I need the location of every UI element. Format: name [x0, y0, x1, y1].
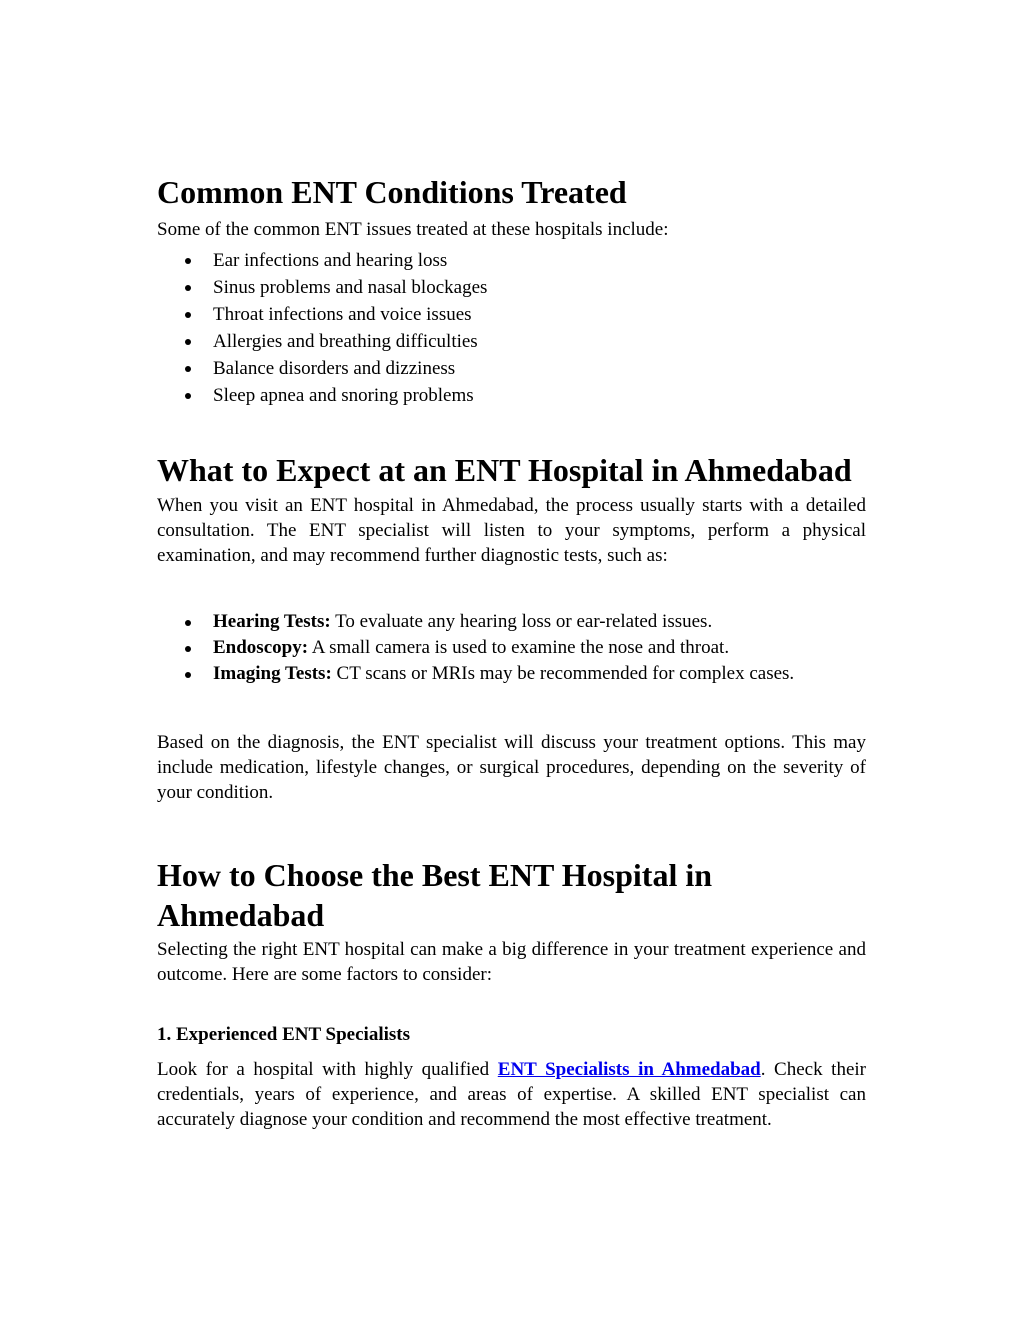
choose-intro: Selecting the right ENT hospital can make a big difference in your treatment experience and outcome. Here are some factors to consider:	[157, 939, 866, 985]
list-item: Ear infections and hearing loss	[157, 247, 866, 274]
bullet-icon	[185, 312, 191, 318]
ent-specialists-link[interactable]: ENT Specialists in Ahmedabad	[497, 1059, 761, 1080]
section-title-expect: What to Expect at an ENT Hospital in Ahmedabad	[157, 452, 852, 488]
bullet-icon	[185, 285, 191, 291]
list-item: Imaging Tests: CT scans or MRIs may be recommended for complex cases.	[157, 661, 866, 687]
bullet-icon	[185, 366, 191, 372]
bullet-icon	[185, 620, 191, 626]
tests-list	[157, 609, 866, 687]
document-page	[157, 172, 866, 1132]
list-item: Endoscopy: A small camera is used to examine the nose and throat.	[157, 635, 866, 661]
expect-closing: Based on the diagnosis, the ENT specialist will discuss your treatment options. This may include medication, lifestyle changes, or surgical procedures, depending on the severity of your condition.	[157, 732, 866, 803]
list-item: Sinus problems and nasal blockages	[157, 274, 866, 301]
list-item: Allergies and breathing difficulties	[157, 328, 866, 355]
bullet-icon	[185, 339, 191, 345]
list-item: Hearing Tests: To evaluate any hearing loss or ear-related issues.	[157, 609, 866, 635]
section-title-conditions: Common ENT Conditions Treated	[157, 174, 627, 210]
conditions-intro: Some of the common ENT issues treated at these hospitals include:	[157, 219, 669, 240]
list-item: Sleep apnea and snoring problems	[157, 382, 866, 409]
list-item: Balance disorders and dizziness	[157, 355, 866, 382]
conditions-list	[157, 247, 866, 409]
bullet-icon	[185, 258, 191, 264]
list-item: Throat infections and voice issues	[157, 301, 866, 328]
specialists-paragraph: Look for a hospital with highly qualified ENT Specialists in Ahmedabad. Check their credentials, years of experience, and areas of expertise. A skilled ENT specialist can accurately diagnose your condition and recommend the most effective treatment.	[157, 1059, 866, 1130]
subheading-specialists: 1. Experienced ENT Specialists	[157, 1024, 410, 1045]
expect-intro: When you visit an ENT hospital in Ahmedabad, the process usually starts with a detailed consultation. The ENT specialist will listen to your symptoms, perform a physical examination, and may recommend further diagnostic tests, such as:	[157, 495, 866, 566]
section-title-choose: How to Choose the Best ENT Hospital in Ahmedabad	[157, 857, 713, 933]
bullet-icon	[185, 672, 191, 678]
bullet-icon	[185, 393, 191, 399]
bullet-icon	[185, 646, 191, 652]
